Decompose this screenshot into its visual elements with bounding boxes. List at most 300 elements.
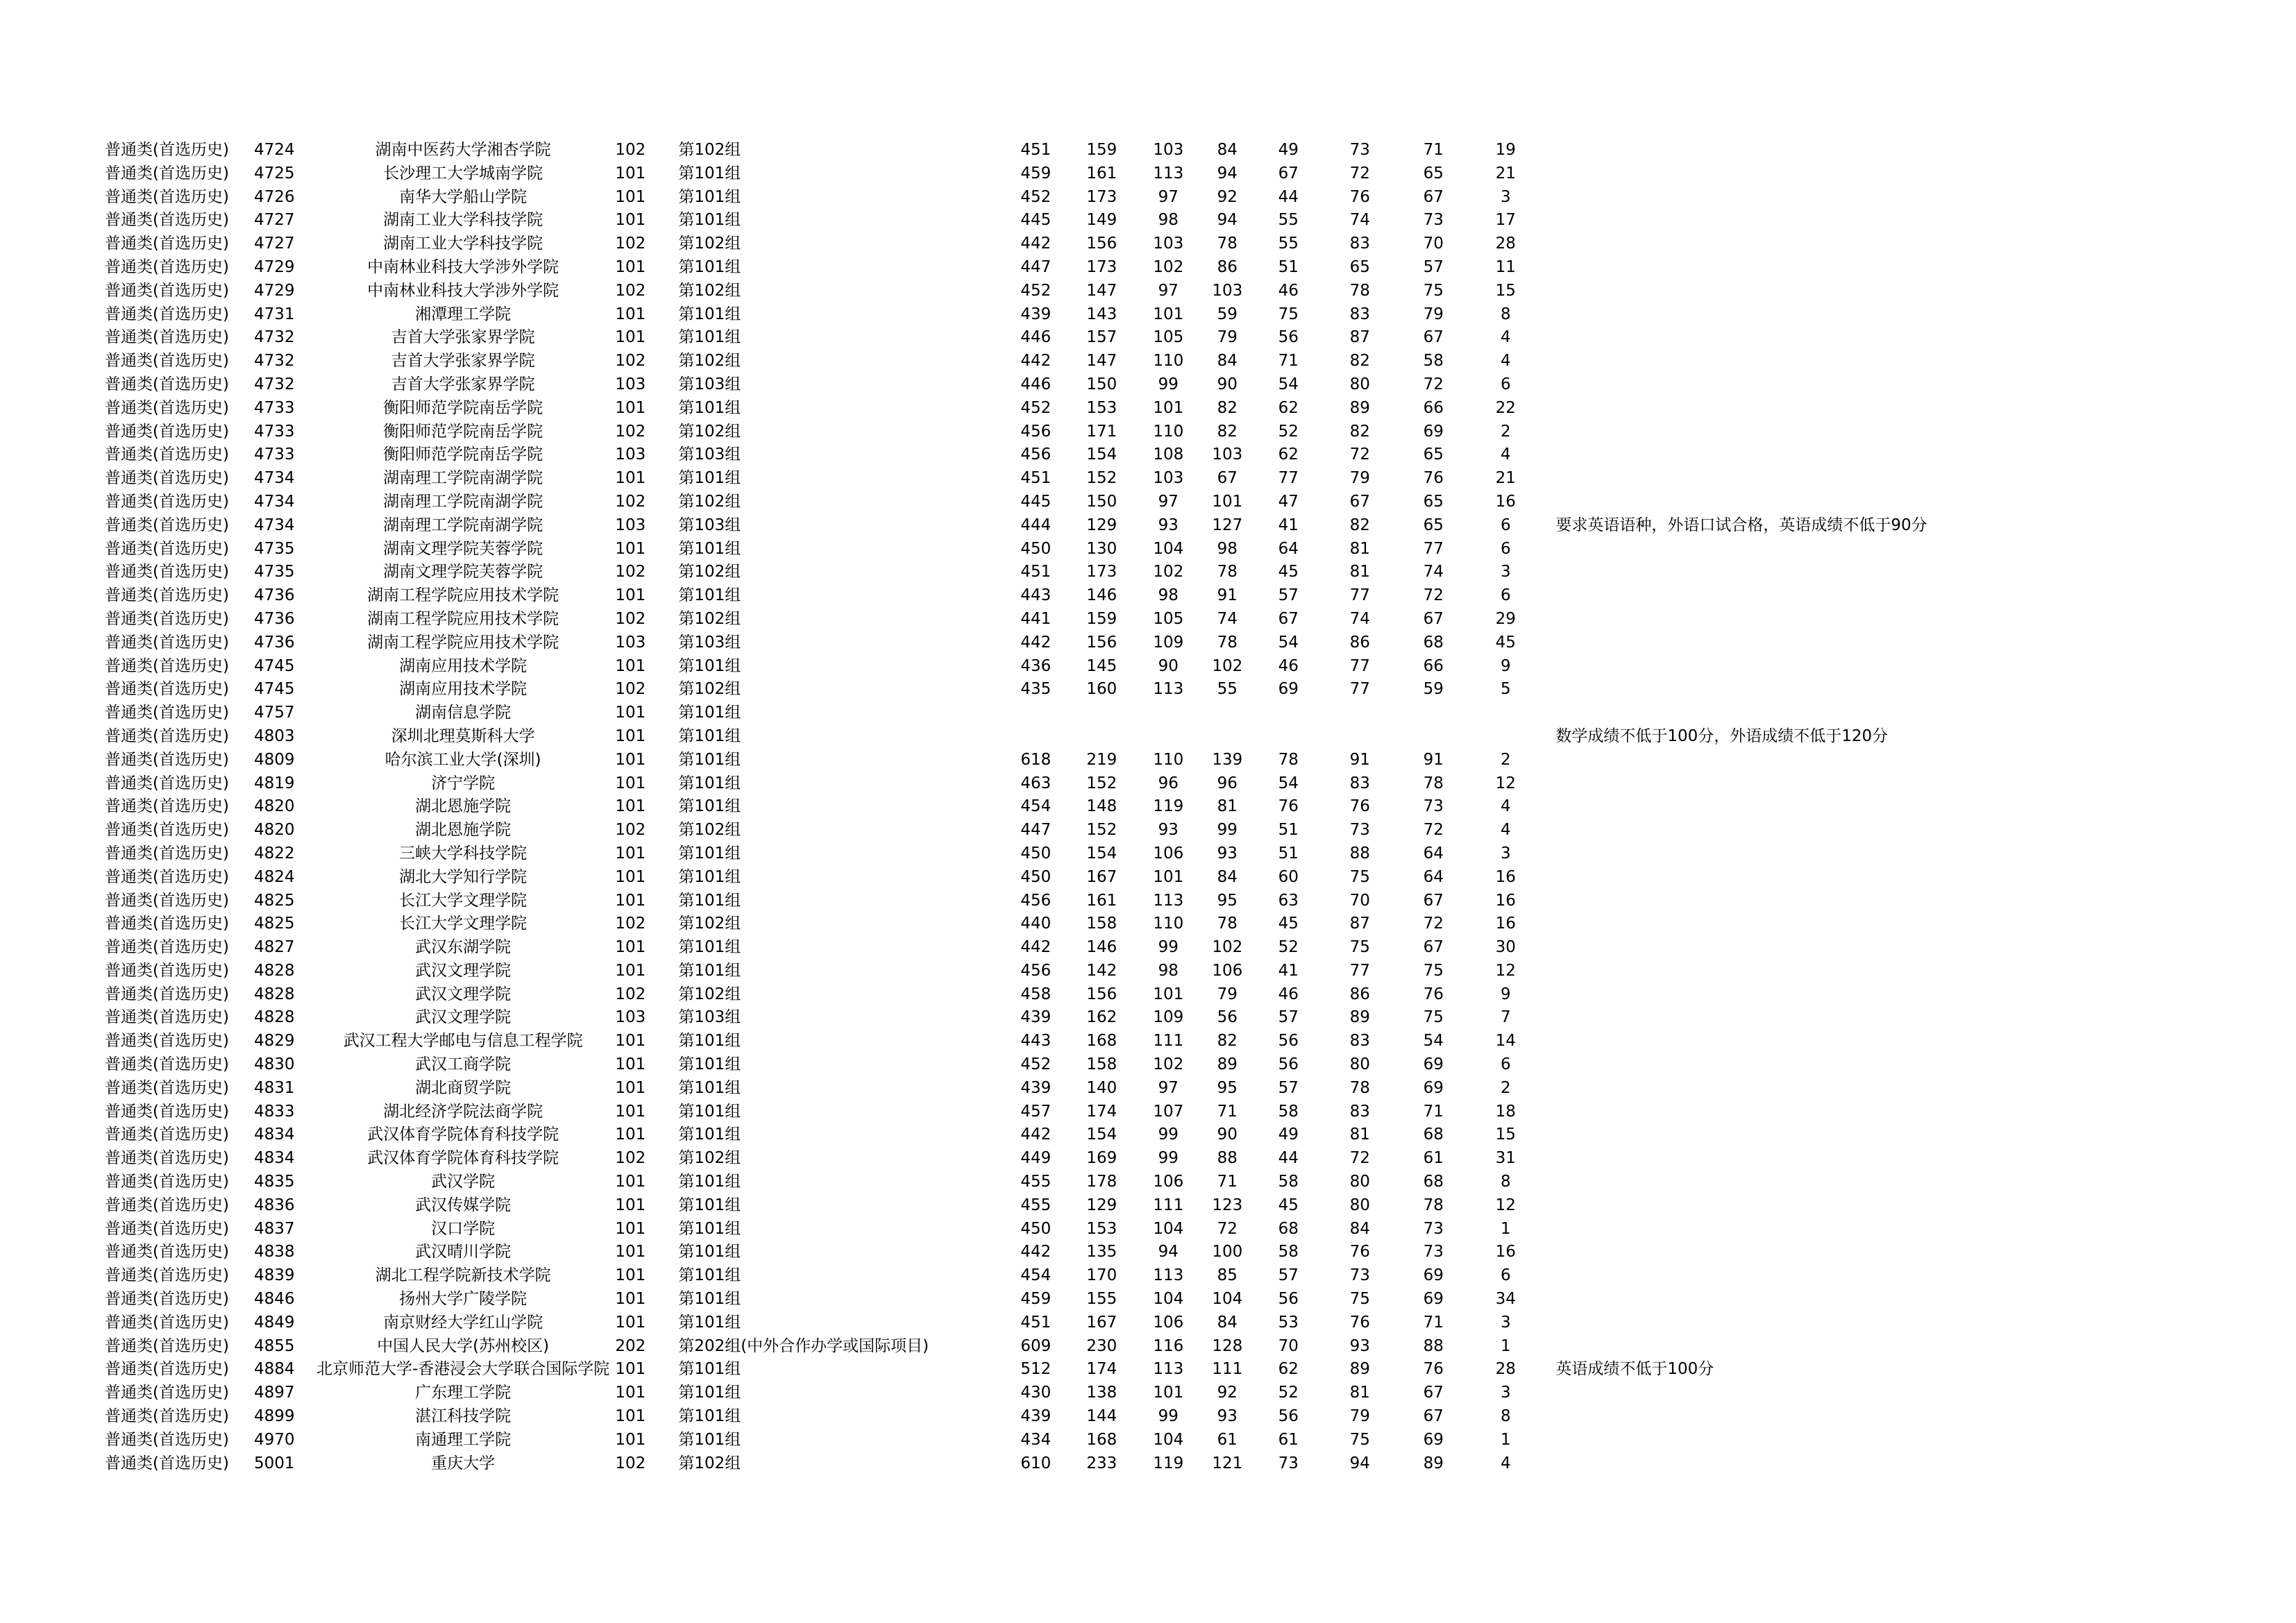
school-code-cell: 4828 [254, 1008, 295, 1027]
school-name-cell: 湖南信息学院 [415, 704, 512, 722]
score-cell-a: 152 [1086, 469, 1117, 488]
total-score-cell: 442 [1020, 1125, 1052, 1144]
school-name-cell: 武汉文理学院 [415, 961, 512, 980]
total-score-cell [1004, 725, 1067, 749]
group-name-cell: 第102组 [678, 680, 741, 699]
score-cell-c: 121 [1212, 1454, 1243, 1472]
table-row [105, 397, 1972, 420]
school-code-cell: 4745 [254, 656, 295, 675]
total-score-cell: 435 [1020, 680, 1052, 699]
score-cell-e: 89 [1349, 1360, 1370, 1379]
group-name-cell: 第101组 [678, 1266, 741, 1285]
category-cell: 普通类(首选历史) [105, 586, 229, 605]
note-cell [1542, 256, 1972, 280]
group-name-cell: 第101组 [678, 398, 741, 417]
table-row [105, 795, 1972, 819]
category-cell: 普通类(首选历史) [105, 1384, 229, 1402]
score-cell-e: 75 [1349, 867, 1370, 886]
score-cell-f: 75 [1423, 1008, 1444, 1027]
rank-count-cell: 45 [1495, 633, 1516, 652]
table-row [105, 1335, 1972, 1359]
score-cell-d: 46 [1278, 985, 1299, 1003]
total-score-cell: 455 [1020, 1196, 1052, 1214]
note-cell [1542, 1218, 1972, 1241]
total-score-cell [1004, 702, 1067, 725]
note-cell [1542, 702, 1972, 725]
group-name-cell: 第101组 [678, 1243, 741, 1261]
score-cell-d: 51 [1278, 844, 1299, 863]
total-score-cell: 443 [1020, 1032, 1052, 1051]
group-name-cell: 第101组 [678, 1313, 741, 1332]
group-name-cell: 第101组 [678, 257, 741, 276]
score-cell-c: 101 [1212, 492, 1243, 511]
group-code-cell: 101 [615, 656, 646, 675]
note-cell [1542, 1147, 1972, 1171]
total-score-cell: 439 [1020, 1078, 1052, 1097]
group-name-cell: 第101组 [678, 844, 741, 863]
category-cell: 普通类(首选历史) [105, 422, 229, 441]
score-cell-c: 96 [1217, 774, 1238, 792]
school-code-cell: 4825 [254, 915, 295, 933]
score-cell-f: 65 [1423, 492, 1444, 511]
school-name-cell: 湖南理工学院南湖学院 [383, 492, 543, 511]
score-cell-c: 102 [1212, 938, 1243, 957]
category-cell: 普通类(首选历史) [105, 141, 229, 159]
rank-count-cell: 16 [1495, 891, 1516, 910]
total-score-cell: 439 [1020, 1407, 1052, 1426]
score-cell-d: 62 [1278, 445, 1299, 464]
rank-count-cell: 22 [1495, 398, 1516, 417]
score-cell-e: 78 [1349, 1078, 1370, 1097]
group-code-cell: 102 [615, 680, 646, 699]
score-cell-f: 73 [1423, 1243, 1444, 1261]
note-cell [1542, 443, 1972, 467]
table-row [105, 1311, 1972, 1335]
total-score-cell: 610 [1020, 1454, 1052, 1472]
school-code-cell: 4827 [254, 938, 295, 957]
score-cell-d: 52 [1278, 938, 1299, 957]
group-code-cell: 101 [615, 704, 646, 722]
group-name-cell: 第103组 [678, 375, 741, 393]
score-cell-c: 86 [1217, 257, 1238, 276]
table-row [105, 538, 1972, 561]
category-cell: 普通类(首选历史) [105, 1336, 229, 1355]
school-code-cell: 4884 [254, 1360, 295, 1379]
score-cell-e: 77 [1349, 961, 1370, 980]
note-cell [1542, 890, 1972, 913]
score-cell-c: 61 [1217, 1430, 1238, 1449]
table-row [105, 139, 1972, 162]
total-score-cell: 436 [1020, 656, 1052, 675]
score-cell-b: 110 [1153, 915, 1184, 933]
score-cell-d: 73 [1278, 1454, 1299, 1472]
note-cell [1542, 584, 1972, 608]
group-code-cell: 102 [615, 352, 646, 371]
note-cell [1542, 1382, 1972, 1405]
score-cell-d: 58 [1278, 1102, 1299, 1121]
school-name-cell: 湖南理工学院南湖学院 [383, 469, 543, 488]
score-cell-c: 82 [1217, 1032, 1238, 1051]
note-cell [1542, 608, 1972, 631]
category-cell: 普通类(首选历史) [105, 1032, 229, 1051]
school-code-cell: 4733 [254, 445, 295, 464]
score-cell-b: 102 [1153, 1055, 1184, 1074]
group-code-cell: 101 [615, 328, 646, 347]
score-cell-e: 82 [1349, 422, 1370, 441]
table-row [105, 1077, 1972, 1101]
table-row [105, 280, 1972, 303]
school-name-cell: 重庆大学 [431, 1454, 496, 1472]
rank-count-cell: 5 [1500, 680, 1511, 699]
group-name-cell: 第102组 [678, 985, 741, 1003]
score-cell-a: 154 [1086, 1125, 1117, 1144]
school-code-cell: 4736 [254, 609, 295, 628]
score-cell-d: 63 [1278, 891, 1299, 910]
school-code-cell: 4822 [254, 844, 295, 863]
score-cell-b: 93 [1158, 821, 1179, 840]
score-cell-b: 99 [1158, 1407, 1179, 1426]
school-code-cell: 4736 [254, 586, 295, 605]
school-code-cell: 4809 [254, 750, 295, 769]
total-score-cell: 447 [1020, 821, 1052, 840]
score-cell-d: 60 [1278, 867, 1299, 886]
group-name-cell: 第101组 [678, 586, 741, 605]
school-name-cell: 湖南工程学院应用技术学院 [367, 633, 559, 652]
table-row [105, 584, 1972, 608]
group-name-cell: 第102组 [678, 915, 741, 933]
score-cell-d: 54 [1278, 633, 1299, 652]
rank-count-cell: 1 [1500, 1430, 1511, 1449]
rank-count-cell: 3 [1500, 1384, 1511, 1402]
school-code-cell: 4732 [254, 328, 295, 347]
table-body [105, 139, 1972, 1475]
category-cell: 普通类(首选历史) [105, 257, 229, 276]
category-cell: 普通类(首选历史) [105, 563, 229, 581]
score-cell-c: 95 [1217, 1078, 1238, 1097]
total-score-cell: 457 [1020, 1102, 1052, 1121]
group-code-cell: 101 [615, 1384, 646, 1402]
score-cell-e: 84 [1349, 1219, 1370, 1238]
score-cell-f: 77 [1423, 539, 1444, 558]
score-cell-a [1067, 725, 1136, 749]
score-cell-b: 97 [1158, 1078, 1179, 1097]
total-score-cell: 450 [1020, 539, 1052, 558]
score-cell-c: 78 [1217, 235, 1238, 253]
score-cell-d: 51 [1278, 257, 1299, 276]
category-cell: 普通类(首选历史) [105, 187, 229, 206]
school-code-cell: 4757 [254, 704, 295, 722]
score-cell-e: 76 [1349, 187, 1370, 206]
score-cell-b: 113 [1153, 1266, 1184, 1285]
score-cell-a: 171 [1086, 422, 1117, 441]
table-row [105, 936, 1972, 960]
score-cell-e: 73 [1349, 1266, 1370, 1285]
school-code-cell: 4732 [254, 352, 295, 371]
group-code-cell: 202 [615, 1336, 646, 1355]
school-code-cell: 4734 [254, 516, 295, 534]
table-row [105, 983, 1972, 1007]
school-code-cell: 4849 [254, 1313, 295, 1332]
score-cell-c: 89 [1217, 1055, 1238, 1074]
score-cell-c: 103 [1212, 281, 1243, 300]
score-cell-e: 74 [1349, 211, 1370, 230]
group-code-cell: 101 [615, 1055, 646, 1074]
school-name-cell: 湖南应用技术学院 [399, 656, 527, 675]
score-cell-e: 76 [1349, 1243, 1370, 1261]
note-cell [1542, 1030, 1972, 1053]
school-name-cell: 湖南理工学院南湖学院 [383, 516, 543, 534]
group-code-cell: 101 [615, 187, 646, 206]
score-cell-d: 44 [1278, 187, 1299, 206]
score-cell-c: 128 [1212, 1336, 1243, 1355]
category-cell: 普通类(首选历史) [105, 750, 229, 769]
score-cell-e: 89 [1349, 1008, 1370, 1027]
school-code-cell: 4899 [254, 1407, 295, 1426]
category-cell: 普通类(首选历史) [105, 1243, 229, 1261]
note-cell [1542, 139, 1972, 162]
rank-count-cell: 12 [1495, 774, 1516, 792]
school-code-cell: 4839 [254, 1266, 295, 1285]
rank-count-cell: 11 [1495, 257, 1516, 276]
score-cell-a: 152 [1086, 774, 1117, 792]
group-code-cell: 101 [615, 1360, 646, 1379]
category-cell: 普通类(首选历史) [105, 1407, 229, 1426]
category-cell: 普通类(首选历史) [105, 211, 229, 230]
category-cell: 普通类(首选历史) [105, 328, 229, 347]
table-row [105, 1123, 1972, 1147]
note-cell [1542, 1288, 1972, 1311]
score-cell-a: 160 [1086, 680, 1117, 699]
score-cell-d: 64 [1278, 539, 1299, 558]
category-cell: 普通类(首选历史) [105, 1360, 229, 1379]
rank-count-cell: 2 [1500, 1078, 1511, 1097]
score-cell-c [1200, 702, 1254, 725]
total-score-cell: 451 [1020, 1313, 1052, 1332]
school-name-cell: 武汉东湖学院 [415, 938, 512, 957]
score-cell-e: 83 [1349, 235, 1370, 253]
rank-count-cell: 4 [1500, 445, 1511, 464]
group-name-cell: 第101组 [678, 539, 741, 558]
score-cell-d: 69 [1278, 680, 1299, 699]
score-cell-e: 79 [1349, 1407, 1370, 1426]
school-code-cell: 4833 [254, 1102, 295, 1121]
table-row [105, 420, 1972, 444]
group-name-cell: 第101组 [678, 938, 741, 957]
score-cell-a: 178 [1086, 1173, 1117, 1191]
group-name-cell: 第103组 [678, 633, 741, 652]
score-cell-c: 81 [1217, 797, 1238, 816]
score-cell-e: 86 [1349, 633, 1370, 652]
school-name-cell: 衡阳师范学院南岳学院 [383, 422, 543, 441]
score-cell-f: 67 [1423, 1384, 1444, 1402]
group-name-cell: 第101组 [678, 867, 741, 886]
score-cell-d: 67 [1278, 609, 1299, 628]
score-cell-d: 51 [1278, 821, 1299, 840]
note-cell [1542, 1405, 1972, 1429]
total-score-cell: 456 [1020, 422, 1052, 441]
score-cell-b: 113 [1153, 680, 1184, 699]
score-cell-d: 45 [1278, 915, 1299, 933]
score-cell-b: 102 [1153, 257, 1184, 276]
table-row [105, 631, 1972, 655]
score-cell-a: 169 [1086, 1149, 1117, 1168]
group-name-cell: 第102组 [678, 609, 741, 628]
group-code-cell: 102 [615, 141, 646, 159]
score-cell-f: 54 [1423, 1032, 1444, 1051]
score-cell-a: 233 [1086, 1454, 1117, 1472]
rank-count-cell: 8 [1500, 305, 1511, 323]
score-cell-a: 159 [1086, 609, 1117, 628]
total-score-cell: 442 [1020, 633, 1052, 652]
school-name-cell: 衡阳师范学院南岳学院 [383, 398, 543, 417]
score-cell-e: 82 [1349, 516, 1370, 534]
school-code-cell: 4825 [254, 891, 295, 910]
score-cell-d: 62 [1278, 1360, 1299, 1379]
category-cell: 普通类(首选历史) [105, 938, 229, 957]
group-code-cell: 101 [615, 1407, 646, 1426]
school-name-cell: 湖南工程学院应用技术学院 [367, 609, 559, 628]
school-code-cell: 4733 [254, 422, 295, 441]
score-cell-a: 156 [1086, 235, 1117, 253]
score-cell-a: 130 [1086, 539, 1117, 558]
score-cell-c: 104 [1212, 1290, 1243, 1309]
score-cell-e: 80 [1349, 1055, 1370, 1074]
score-cell-f: 75 [1423, 961, 1444, 980]
category-cell: 普通类(首选历史) [105, 915, 229, 933]
school-code-cell: 4724 [254, 141, 295, 159]
group-name-cell: 第101组 [678, 328, 741, 347]
table-row [105, 1264, 1972, 1288]
note-cell [1542, 1335, 1972, 1359]
score-cell-f: 61 [1423, 1149, 1444, 1168]
rank-count-cell: 9 [1500, 985, 1511, 1003]
school-code-cell: 4729 [254, 257, 295, 276]
rank-count-cell: 29 [1495, 609, 1516, 628]
total-score-cell: 430 [1020, 1384, 1052, 1402]
school-code-cell: 4731 [254, 305, 295, 323]
rank-count-cell: 3 [1500, 563, 1511, 581]
score-cell-f: 71 [1423, 1102, 1444, 1121]
score-cell-d: 75 [1278, 305, 1299, 323]
note-cell [1542, 420, 1972, 444]
score-cell-e: 81 [1349, 1125, 1370, 1144]
score-cell-b: 98 [1158, 211, 1179, 230]
note-cell [1542, 842, 1972, 866]
category-cell: 普通类(首选历史) [105, 1454, 229, 1472]
group-name-cell: 第101组 [678, 891, 741, 910]
rank-count-cell [1469, 725, 1542, 749]
table-row [105, 725, 1972, 749]
table-row [105, 1101, 1972, 1124]
score-cell-e: 83 [1349, 1032, 1370, 1051]
note-cell: 数学成绩不低于100分，外语成绩不低于120分 [1555, 726, 1889, 745]
score-cell-d: 58 [1278, 1243, 1299, 1261]
category-cell: 普通类(首选历史) [105, 867, 229, 886]
group-code-cell: 102 [615, 1454, 646, 1472]
group-code-cell: 101 [615, 398, 646, 417]
note-cell [1542, 209, 1972, 232]
rank-count-cell: 1 [1500, 1219, 1511, 1238]
category-cell: 普通类(首选历史) [105, 797, 229, 816]
rank-count-cell: 4 [1500, 797, 1511, 816]
total-score-cell: 446 [1020, 375, 1052, 393]
table-row [105, 1194, 1972, 1218]
score-cell-a: 173 [1086, 563, 1117, 581]
school-code-cell: 4727 [254, 211, 295, 230]
score-cell-d: 49 [1278, 141, 1299, 159]
score-cell-c: 56 [1217, 1008, 1238, 1027]
score-cell-a: 146 [1086, 938, 1117, 957]
group-name-cell: 第101组 [678, 1173, 741, 1191]
rank-count-cell: 7 [1500, 1008, 1511, 1027]
table-row [105, 1030, 1972, 1053]
total-score-cell: 446 [1020, 328, 1052, 347]
note-cell [1542, 373, 1972, 397]
group-name-cell: 第101组 [678, 656, 741, 675]
category-cell: 普通类(首选历史) [105, 1078, 229, 1097]
score-cell-e: 80 [1349, 1196, 1370, 1214]
score-cell-f: 69 [1423, 1266, 1444, 1285]
score-cell-f: 78 [1423, 1196, 1444, 1214]
total-score-cell: 451 [1020, 469, 1052, 488]
score-cell-a: 154 [1086, 445, 1117, 464]
note-cell [1542, 1171, 1972, 1194]
school-name-cell: 湖北恩施学院 [415, 797, 512, 816]
group-code-cell: 101 [615, 1196, 646, 1214]
score-cell-f: 67 [1423, 609, 1444, 628]
table-row [105, 514, 1972, 538]
total-score-cell: 456 [1020, 445, 1052, 464]
score-cell-b: 111 [1153, 1196, 1184, 1214]
school-code-cell: 4834 [254, 1125, 295, 1144]
rank-count-cell: 18 [1495, 1102, 1516, 1121]
score-cell-e: 70 [1349, 891, 1370, 910]
score-cell-f: 69 [1423, 1078, 1444, 1097]
category-cell: 普通类(首选历史) [105, 891, 229, 910]
table-row [105, 1452, 1972, 1476]
category-cell: 普通类(首选历史) [105, 492, 229, 511]
school-name-cell: 南通理工学院 [415, 1430, 512, 1449]
group-code-cell: 102 [615, 422, 646, 441]
group-name-cell: 第101组 [678, 469, 741, 488]
table-row [105, 1382, 1972, 1405]
total-score-cell: 459 [1020, 164, 1052, 182]
category-cell: 普通类(首选历史) [105, 774, 229, 792]
category-cell: 普通类(首选历史) [105, 961, 229, 980]
total-score-cell: 459 [1020, 1290, 1052, 1309]
note-cell [1542, 397, 1972, 420]
score-cell-d: 61 [1278, 1430, 1299, 1449]
total-score-cell: 442 [1020, 235, 1052, 253]
note-cell [1542, 1053, 1972, 1077]
score-cell-e [1322, 725, 1397, 749]
score-cell-f: 68 [1423, 1173, 1444, 1191]
score-cell-f: 65 [1423, 164, 1444, 182]
group-code-cell: 102 [615, 492, 646, 511]
table-row [105, 256, 1972, 280]
school-name-cell: 湖南工业大学科技学院 [383, 211, 543, 230]
score-cell-c [1200, 725, 1254, 749]
group-code-cell: 101 [615, 867, 646, 886]
score-cell-d: 54 [1278, 375, 1299, 393]
score-cell-e: 75 [1349, 1430, 1370, 1449]
table-row [105, 1006, 1972, 1030]
rank-count-cell: 12 [1495, 1196, 1516, 1214]
school-name-cell: 吉首大学张家界学院 [391, 328, 535, 347]
group-code-cell: 101 [615, 1266, 646, 1285]
group-name-cell: 第103组 [678, 1008, 741, 1027]
school-name-cell: 武汉工程大学邮电与信息工程学院 [343, 1032, 583, 1051]
